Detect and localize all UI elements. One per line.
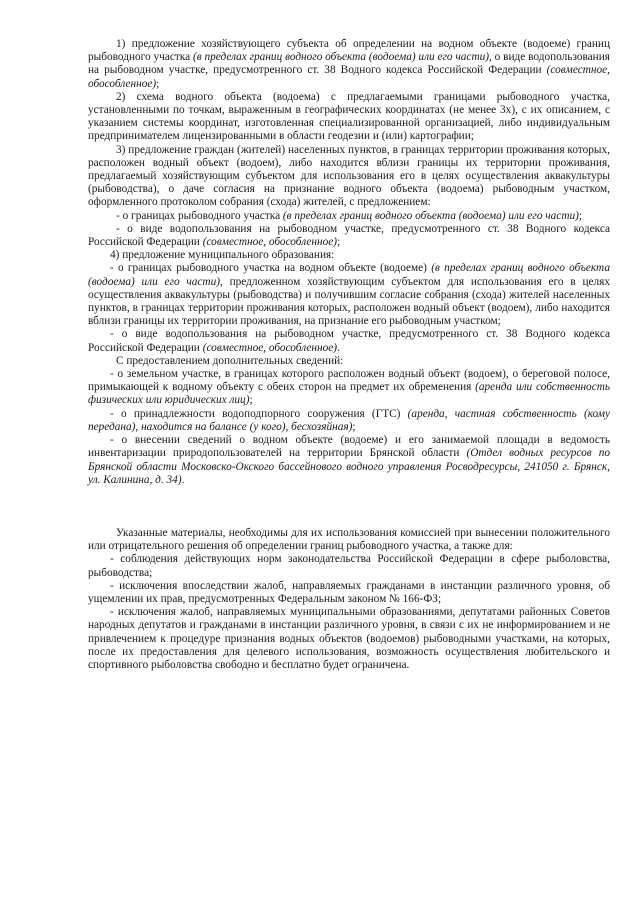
- paragraph-item-2: 2) схема водного объекта (водоема) с предлагаемыми границами рыбоводного участка, установленными по точкам, выраженным в географических координатах (не менее 3х), с их описанием, с указанием системы координат, изготовленная специализированной организацией, либо индивидуальным предпринимателем лицензированными в области геодезии и (или) картографии;: [88, 90, 610, 143]
- paragraph-item-1: 1) предложение хозяйствующего субъекта об определении на водном объекте (водоеме) границ рыбоводного участка (в пределах границ водного объекта (водоема) или его части), о виде водопользования на рыбоводном участке, предусмотренного ст. 38 Водного кодекса Российской Федерации (совместное, обособленное);: [88, 38, 610, 90]
- paragraph-materials-purpose: Указанные материалы, необходимы для их использования комиссией при вынесении положительного или отрицательного решения об определении границ рыбоводного участка, а также для:: [88, 526, 610, 553]
- paragraph-complaints-citizens: - исключения впоследствии жалоб, направляемых гражданами в инстанции различного уровня, об ущемлении их прав, предусмотренных Федеральным законом № 166-ФЗ;: [88, 579, 610, 605]
- paragraph-item-4-boundaries: - о границах рыбоводного участка на водном объекте (водоеме) (в пределах границ водного объекта (водоема) или его части), предложенном хозяйствующим субъектом для использования его в целях осуществления аквакультуры (рыбоводства) и получившим согласие собрания (схода) жителей населенных пунктов, в границах территории проживания которых, расположен водный объект (водоем), либо находится вблизи границы их территории проживания, на признание его рыбоводным участком;: [88, 262, 610, 328]
- section-spacer: [88, 487, 610, 527]
- paragraph-additional-info: С предоставлением дополнительных сведений:: [116, 354, 344, 367]
- paragraph-item-4-usage: - о виде водопользования на рыбоводном участке, предусмотренного ст. 38 Водного кодекса Российской Федерации (совместное, обособленное).: [88, 328, 610, 354]
- paragraph-land-plot: - о земельном участке, в границах которого расположен водный объект (водоем), о береговой полосе, примыкающей к водному объекту с обеих сторон на предмет их обременения (аренда или собственность физических или юридических лиц);: [88, 368, 611, 407]
- paragraph-compliance: - соблюдения действующих норм законодательства Российской Федерации в сфере рыболовства, рыбоводства;: [88, 553, 610, 579]
- paragraph-item-3: 3) предложение граждан (жителей) населенных пунктов, в границах территории проживания которых, расположен водный объект (водоем), либо находится вблизи границы их территории проживания, предлагаемый хозяйствующим субъектом для использования его в целях осуществления аквакультуры (рыбоводства), о даче согласия на признание водного объекта (водоема) рыбоводным участком, оформленного протоколом собрания (схода) жителей, с предложением:: [88, 143, 610, 209]
- paragraph-item-3-boundaries: - о границах рыбоводного участка (в пределах границ водного объекта (водоема) или его части);: [116, 209, 583, 222]
- paragraph-item-4: 4) предложение муниципального образования:: [110, 249, 335, 262]
- paragraph-hydro-structure: - о принадлежности водоподпорного сооружения (ГТС) (аренда, частная собственность (кому передана), находится на балансе (у кого), бесхозяйная);: [88, 407, 611, 433]
- paragraph-item-3-usage: - о виде водопользования на рыбоводном участке, предусмотренного ст. 38 Водного кодекса Российской Федерации (совместное, обособленное);: [88, 222, 610, 249]
- document-page: [88, 38, 610, 672]
- paragraph-inventory: - о внесении сведений о водном объекте (водоеме) и его занимаемой площади в ведомость инвентаризации природопользователей на территории Брянской области (Отдел водных ресурсов по Брянской области Московско-Окского бассейнового водного управления Росводресурсы, 241050 г. Брянск, ул. Калинина, д. 34).: [88, 434, 610, 486]
- paragraph-complaints-municipal: - исключения жалоб, направляемых муниципальными образованиями, депутатами районных Советов народных депутатов и гражданами в инстанции различного уровня, в связи с их не информированием и не привлечением к процедуре признания водных объектов (водоемов) рыбоводными участками, на которых, после их предоставления для целевого использования, возможность осуществления любительского и спортивного рыболовства свободно и бесплатно будет ограничена.: [88, 606, 610, 671]
